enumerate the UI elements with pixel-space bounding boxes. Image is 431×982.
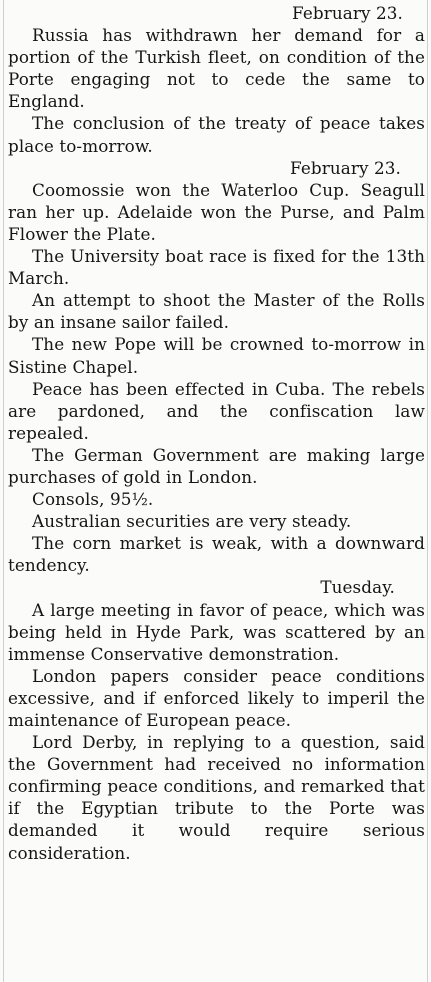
news-paragraph: The corn market is weak, with a downward tendency. [8, 533, 425, 576]
news-paragraph: A large meeting in favor of peace, which was being held in Hyde Park, was scattered by an immense Conservative demonstration. [8, 599, 425, 664]
news-paragraph: Coomossie won the Waterloo Cup. Seagull ran her up. Adelaide won the Purse, and Palm Flower the Plate. [8, 179, 425, 244]
news-paragraph: An attempt to shoot the Master of the Rolls by an insane sailor failed. [8, 290, 425, 333]
news-paragraph: Australian securities are very steady. [32, 511, 352, 532]
news-paragraph: The new Pope will be crowned to-morrow in Sistine Chapel. [8, 334, 425, 377]
column-rule-right [427, 0, 428, 982]
dateline: February 23. [290, 157, 401, 178]
news-paragraph: Consols, 95½. [32, 489, 154, 510]
news-paragraph: Lord Derby, in replying to a question, said the Government had received no information confirming peace conditions, and remarked that if the Egyptian tribute to the Porte was demanded it would require serious consideration. [8, 732, 425, 863]
news-column [8, 2, 425, 864]
news-paragraph: Peace has been effected in Cuba. The rebels are pardoned, and the confiscation law repealed. [8, 378, 425, 443]
news-paragraph: London papers consider peace conditions excessive, and if enforced likely to imperil the maintenance of European peace. [8, 665, 425, 730]
news-paragraph: The conclusion of the treaty of peace takes place to-morrow. [8, 113, 425, 156]
dateline: February 23. [292, 3, 403, 23]
news-paragraph: The University boat race is fixed for the 13th March. [8, 246, 425, 289]
news-paragraph: Russia has withdrawn her demand for a portion of the Turkish fleet, on condition of the Porte engaging not to cede the same to England. [8, 25, 425, 112]
dateline: Tuesday. [320, 577, 395, 598]
news-paragraph: The German Government are making large purchases of gold in London. [8, 444, 425, 487]
column-rule-left [3, 0, 4, 982]
